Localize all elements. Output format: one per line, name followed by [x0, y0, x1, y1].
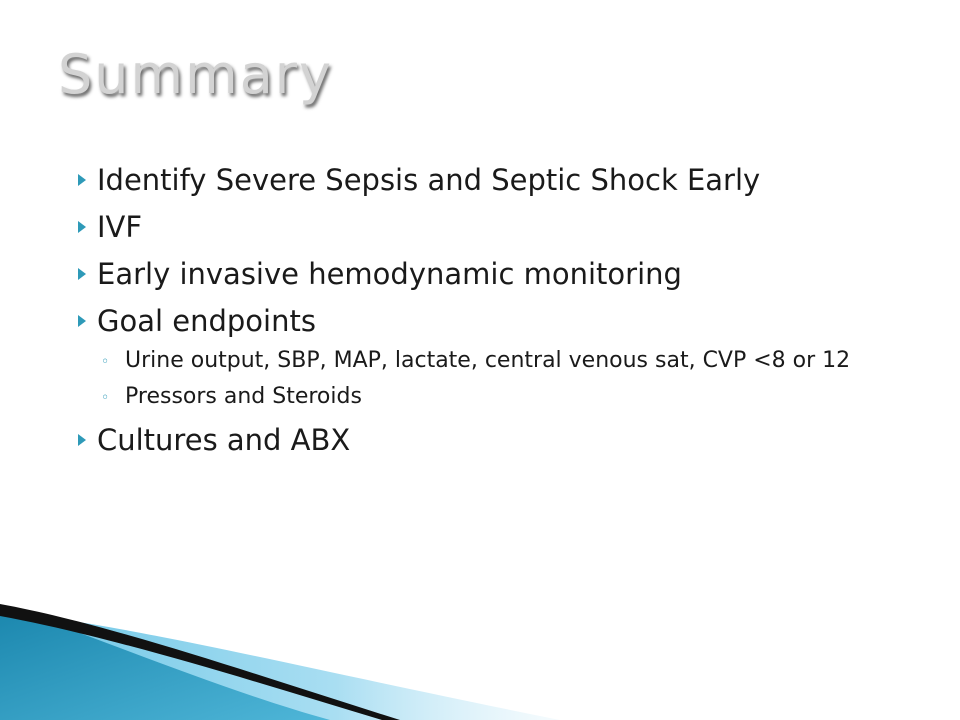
list-item-text: Goal endpoints	[97, 304, 316, 338]
list-item-text: Cultures and ABX	[97, 423, 351, 457]
list-item-text: IVF	[97, 210, 143, 244]
list-item-text: Identify Severe Sepsis and Septic Shock Early	[97, 163, 761, 197]
list-item-text: Early invasive hemodynamic monitoring	[97, 257, 682, 291]
hollow-circle-icon: ◦	[101, 354, 110, 370]
sub-list-item-text: Urine output, SBP, MAP, lactate, central venous sat, CVP <8 or 12	[125, 348, 851, 373]
sub-list-item-text: Pressors and Steroids	[125, 384, 362, 409]
hollow-circle-icon: ◦	[101, 390, 110, 406]
slide-title: Summary	[58, 43, 333, 106]
